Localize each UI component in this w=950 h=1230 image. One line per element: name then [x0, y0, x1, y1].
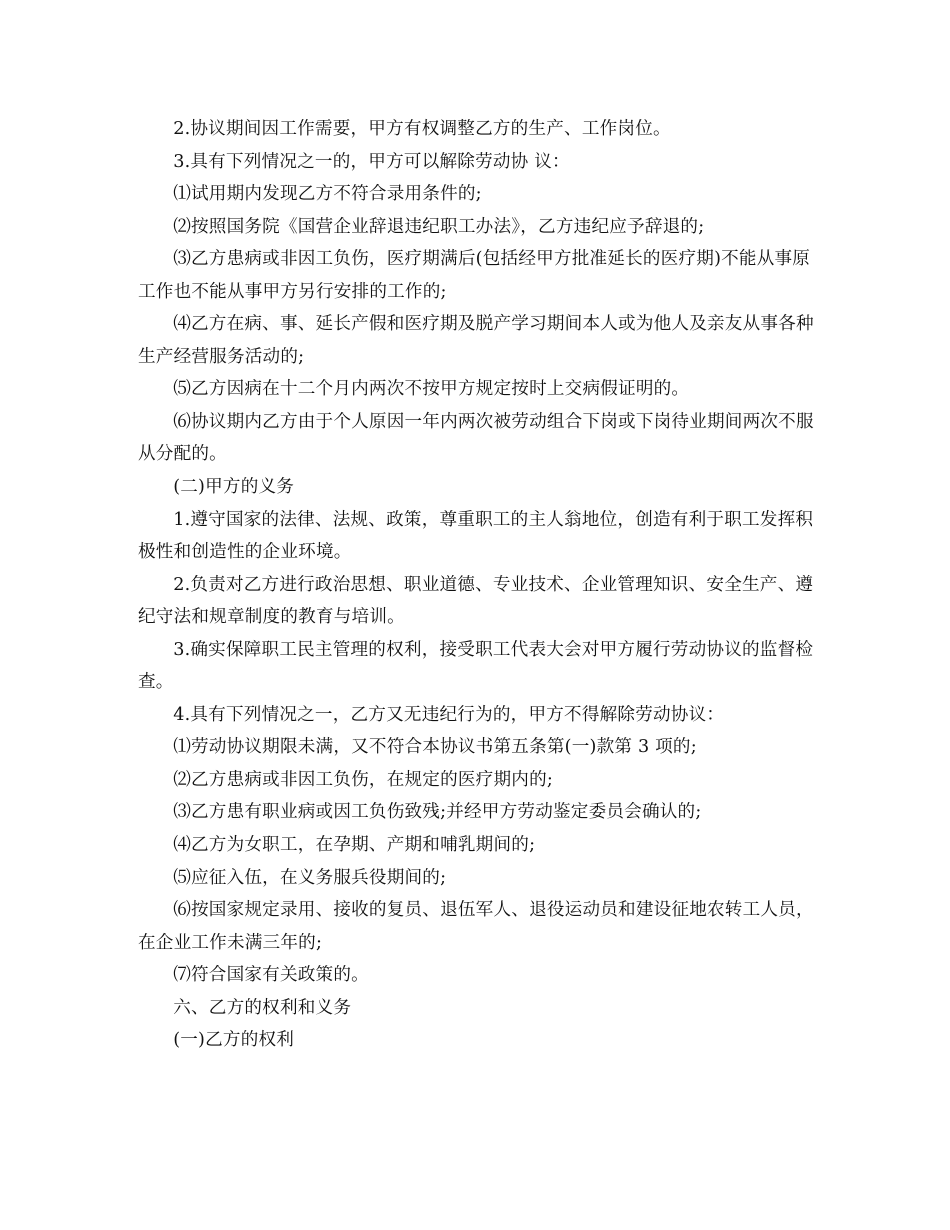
paragraph: 3.具有下列情况之一的，甲方可以解除劳动协 议：	[173, 151, 570, 172]
list-item: ⑶乙方患有职业病或因工负伤致残;并经甲方劳动鉴定委员会确认的;	[173, 802, 702, 823]
list-item: ⑴劳动协议期限未满，又不符合本协议书第五条第(一)款第 3 项的;	[173, 737, 697, 758]
paragraph: 2.协议期间因工作需要，甲方有权调整乙方的生产、工作岗位。	[173, 119, 671, 139]
section-heading: (二)甲方的义务	[173, 477, 295, 498]
list-item: ⑴试用期内发现乙方不符合录用条件的;	[173, 184, 482, 205]
subsection-heading: (一)乙方的权利	[173, 1030, 295, 1051]
paragraph: 2.负责对乙方进行政治思想、职业道德、专业技术、企业管理知识、安全生产、遵纪守法和规章制度的教育与培训。	[138, 574, 814, 628]
list-item: ⑸乙方因病在十二个月内两次不按甲方规定按时上交病假证明的。	[173, 379, 690, 400]
list-item: ⑵按照国务院《国营企业辞退违纪职工办法》，乙方违纪应予辞退的;	[173, 216, 705, 237]
list-item: ⑹按国家规定录用、接收的复员、退伍军人、退役运动员和建设征地农转工人员，在企业工作未满三年的;	[138, 900, 814, 953]
paragraph: 1.遵守国家的法律、法规、政策，尊重职工的主人翁地位，创造有利于职工发挥积极性和创造性的企业环境。	[138, 509, 814, 563]
list-item: ⑷乙方在病、事、延长产假和医疗期及脱产学习期间本人或为他人及亲友从事各种生产经营服务活动的;	[138, 314, 814, 367]
paragraph: 4.具有下列情况之一，乙方又无违纪行为的，甲方不得解除劳动协议：	[173, 704, 725, 725]
list-item: ⑷乙方为女职工，在孕期、产期和哺乳期间的;	[173, 835, 536, 856]
section-heading: 六、乙方的权利和义务	[173, 997, 352, 1018]
list-item: ⑺符合国家有关政策的。	[173, 965, 369, 986]
list-item: ⑵乙方患病或非因工负伤，在规定的医疗期内的;	[173, 769, 553, 790]
list-item: ⑹协议期内乙方由于个人原因一年内两次被劳动组合下岗或下岗待业期间两次不服从分配的。	[138, 411, 814, 465]
list-item: ⑶乙方患病或非因工负伤，医疗期满后(包括经甲方批准延长的医疗期)不能从事原工作也不能从事甲方另行安排的工作的;	[138, 249, 811, 302]
paragraph: 3.确实保障职工民主管理的权利，接受职工代表大会对甲方履行劳动协议的监督检查。	[138, 639, 814, 693]
list-item: ⑸应征入伍，在义务服兵役期间的;	[173, 867, 447, 888]
document-body	[138, 113, 818, 1057]
